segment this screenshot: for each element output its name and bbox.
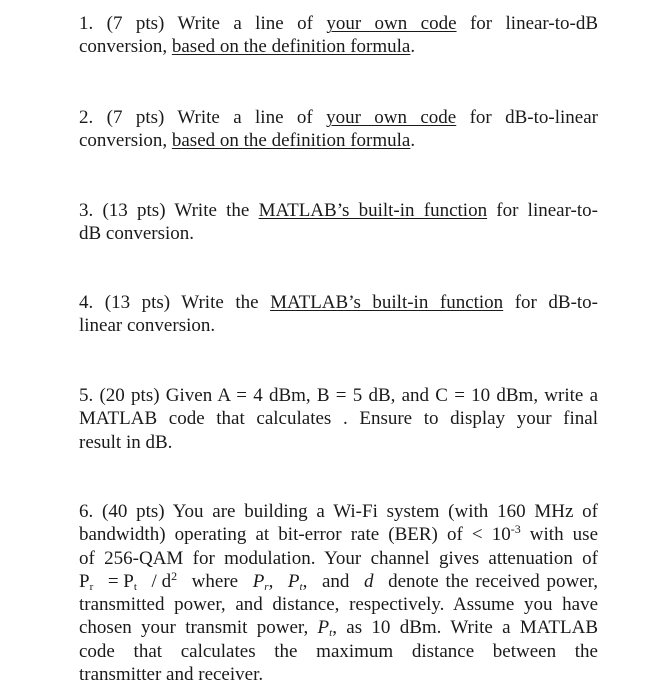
question-2-text: for dB-to-linear <box>456 107 598 128</box>
question-4-text: 4. (13 pts) Write the <box>79 292 271 313</box>
variable-pt: P <box>317 617 330 639</box>
question-6-text: where <box>191 570 239 592</box>
formula-received-power: $P_r$ <box>79 570 94 593</box>
question-1-text: . <box>410 36 416 58</box>
question-1-line-1 <box>79 12 598 35</box>
question-6-text: denote the received power, <box>388 570 598 592</box>
exponent: -3 <box>510 522 521 537</box>
question-1-line-2 <box>79 35 598 58</box>
variable-d: d <box>363 570 374 592</box>
question-6-line-3: of 256-QAM for modulation. Your channel gives attenuation of <box>79 547 598 569</box>
question-4-line-2 <box>79 314 598 337</box>
question-6-text: , as 10 dBm. Write a MATLAB <box>332 617 599 639</box>
question-6-text: with use <box>520 524 599 546</box>
question-1-text: conversion, <box>79 36 172 58</box>
question-5-line-2: MATLAB code that calculates . Ensure to display your final <box>79 408 598 430</box>
question-2-text: conversion, <box>79 130 172 152</box>
question-6-text: bandwidth) operating at bit-error rate (BER) of < 10 <box>79 524 511 546</box>
formula-equals: = $P_t$ <box>107 570 137 593</box>
question-5 <box>79 384 598 454</box>
question-6-line-8: transmitter and receiver. <box>79 664 264 686</box>
question-2-line-1 <box>79 106 598 129</box>
question-6-text: and <box>321 570 350 592</box>
question-1-text: for linear-to-dB <box>456 13 598 34</box>
question-5-line-3: result in dB. <box>79 431 173 453</box>
question-2-emphasis: your own code <box>326 107 457 128</box>
question-3-line-2 <box>79 222 598 245</box>
question-4-text: for dB-to- <box>503 292 598 313</box>
question-4-text: linear conversion. <box>79 315 216 337</box>
variable-pr: $P_r$, <box>252 570 274 593</box>
question-1-emphasis: based on the definition formula <box>171 36 411 58</box>
question-6-line-7: code that calculates the maximum distance between the <box>79 640 598 662</box>
question-4 <box>79 291 598 338</box>
question-3-text: for linear-to- <box>487 200 598 221</box>
question-6-line-6: chosen your transmit power, $P_t$, as 10 dBm. Write a MATLAB <box>79 617 599 640</box>
question-6-line-2 <box>79 523 598 546</box>
question-3-text: dB conversion. <box>79 223 195 245</box>
question-6-text: chosen your transmit power, <box>79 617 318 639</box>
question-1-emphasis: your own code <box>326 13 457 34</box>
question-2-emphasis: based on the definition formula <box>171 130 411 152</box>
question-3-line-1 <box>79 199 598 222</box>
question-1-text: 1. (7 pts) Write a line of <box>79 13 327 34</box>
question-6-line-4 <box>79 570 598 593</box>
question-6-line-5: transmitted power, and distance, respectively. Assume you have <box>79 594 598 616</box>
question-4-emphasis: MATLAB’s built-in function <box>270 292 504 313</box>
question-4-line-1 <box>79 291 598 314</box>
question-2 <box>79 106 598 153</box>
question-6 <box>79 500 598 686</box>
formula-divide: / $d^2$ <box>151 568 178 592</box>
variable-pt: $P_t$, <box>287 570 308 593</box>
question-3-text: 3. (13 pts) Write the <box>79 200 259 221</box>
question-2-text: 2. (7 pts) Write a line of <box>79 107 327 128</box>
question-2-text: . <box>410 130 416 152</box>
question-3-emphasis: MATLAB’s built-in function <box>258 200 488 221</box>
question-1 <box>79 12 598 59</box>
question-6-line-1: 6. (40 pts) You are building a Wi-Fi system (with 160 MHz of <box>79 501 598 522</box>
question-3 <box>79 199 598 246</box>
question-2-line-2 <box>79 129 598 152</box>
question-5-line-1: 5. (20 pts) Given A = 4 dBm, B = 5 dB, and C = 10 dBm, write a <box>79 385 598 406</box>
